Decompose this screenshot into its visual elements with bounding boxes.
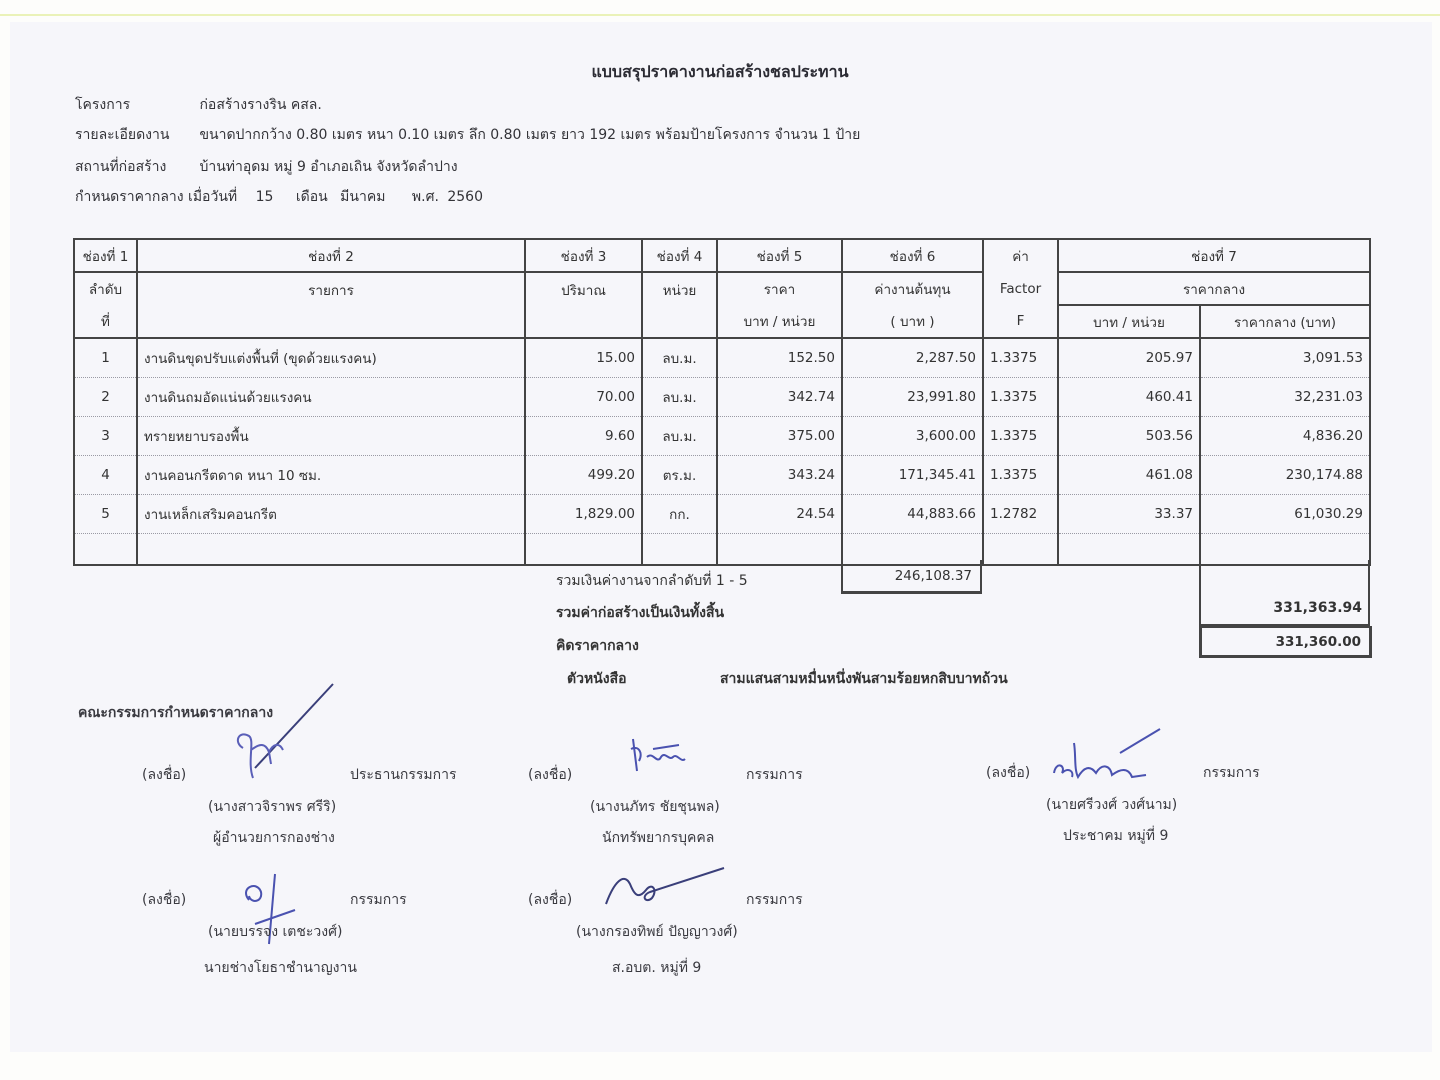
row-price: 343.24 <box>717 456 842 495</box>
member-name: (นางสาวจิราพร ศรีริ) <box>208 799 337 815</box>
row-unit-mid: 461.08 <box>1058 456 1200 495</box>
col3-header: ช่องที่ 3 <box>525 239 642 272</box>
sign-prefix: (ลงชื่อ) <box>142 767 187 783</box>
member-position: นักทรัพยากรบุคคล <box>602 830 715 846</box>
price-header: ราคา <box>717 272 842 305</box>
date-line <box>75 186 483 208</box>
row-cost: 44,883.66 <box>842 495 983 534</box>
table-row <box>74 378 1370 417</box>
row-cost: 171,345.41 <box>842 456 983 495</box>
row-unit: ลบ.ม. <box>642 378 717 417</box>
row-qty: 1,829.00 <box>525 495 642 534</box>
row-qty: 15.00 <box>525 338 642 378</box>
date-year: 2560 <box>447 189 483 205</box>
signature-icon <box>625 735 695 780</box>
detail-value: ขนาดปากกว้าง 0.80 เมตร หนา 0.10 เมตร ลึก 0.80 เมตร ยาว 192 เมตร พร้อมป้ายโครงการ จำนวน 1 ป้าย <box>199 127 861 143</box>
factor-header-mid: Factor <box>983 272 1058 305</box>
date-day: 15 <box>255 189 274 205</box>
row-price: 375.00 <box>717 417 842 456</box>
header-row-titles <box>74 272 1370 305</box>
seq-header: ลำดับ <box>74 272 137 305</box>
grand-total-box <box>1199 560 1370 626</box>
row-unit-mid: 205.97 <box>1058 338 1200 378</box>
member-name: (นางนภัทร ชัยชุนพล) <box>590 799 720 815</box>
row-factor: 1.3375 <box>983 456 1058 495</box>
row-price: 24.54 <box>717 495 842 534</box>
row-item: งานเหล็กเสริมคอนกรีต <box>137 495 525 534</box>
row-qty: 499.20 <box>525 456 642 495</box>
cost-header: ค่างานต้นทุน <box>842 272 983 305</box>
sign-prefix: (ลงชื่อ) <box>528 892 573 908</box>
subtotal-value: 246,108.37 <box>841 560 982 594</box>
row-total-mid: 230,174.88 <box>1200 456 1370 495</box>
row-qty: 70.00 <box>525 378 642 417</box>
row-no: 5 <box>74 495 137 534</box>
row-cost: 2,287.50 <box>842 338 983 378</box>
row-item: งานคอนกรีตดาด หนา 10 ซม. <box>137 456 525 495</box>
empty-cell <box>74 534 137 566</box>
factor-header-top: ค่า <box>983 239 1058 272</box>
sign-prefix: (ลงชื่อ) <box>986 765 1031 781</box>
member-name: (นายบรรจง เตชะวงศ์) <box>208 924 343 940</box>
member-name: (นายศรีวงศ์ วงศ์นาม) <box>1046 797 1178 813</box>
table-row <box>74 456 1370 495</box>
row-unit-mid: 460.41 <box>1058 378 1200 417</box>
signature-icon <box>600 860 730 910</box>
row-factor: 1.3375 <box>983 378 1058 417</box>
document-title: แบบสรุปราคางานก่อสร้างชลประทาน <box>591 62 849 81</box>
row-factor: 1.3375 <box>983 338 1058 378</box>
col2-header: ช่องที่ 2 <box>137 239 525 272</box>
row-total-mid: 32,231.03 <box>1200 378 1370 417</box>
signature-icon <box>1050 725 1165 785</box>
sign-prefix: (ลงชื่อ) <box>142 892 187 908</box>
col5-header: ช่องที่ 5 <box>717 239 842 272</box>
price-summary-table <box>73 238 1371 566</box>
member-position: ผู้อำนวยการกองช่าง <box>213 830 335 846</box>
empty-cell <box>1058 534 1200 566</box>
grand-total-label: รวมค่าก่อสร้างเป็นเงินทั้งสิ้น <box>556 605 725 621</box>
table-row-empty <box>74 534 1370 566</box>
row-total-mid: 4,836.20 <box>1200 417 1370 456</box>
member-position: นายช่างโยธาชำนาญงาน <box>204 960 357 976</box>
row-no: 4 <box>74 456 137 495</box>
median-price-header: ราคากลาง <box>1058 272 1370 305</box>
member-position: ประชาคม หมู่ที่ 9 <box>1063 828 1169 844</box>
median-price-value: 331,360.00 <box>1199 626 1372 658</box>
row-unit-mid: 503.56 <box>1058 417 1200 456</box>
item-header: รายการ <box>137 272 525 338</box>
table-row <box>74 338 1370 378</box>
project-value: ก่อสร้างรางริน คสล. <box>199 97 322 113</box>
member-role: กรรมการ <box>746 892 803 908</box>
row-no: 1 <box>74 338 137 378</box>
row-price: 152.50 <box>717 338 842 378</box>
in-words-label: ตัวหนังสือ <box>567 671 627 687</box>
row-item: ทรายหยาบรองพื้น <box>137 417 525 456</box>
col6-header: ช่องที่ 6 <box>842 239 983 272</box>
row-total-mid: 61,030.29 <box>1200 495 1370 534</box>
subtotal-label: รวมเงินค่างานจากลำดับที่ 1 - 5 <box>556 573 748 589</box>
row-price: 342.74 <box>717 378 842 417</box>
member-role: กรรมการ <box>350 892 407 908</box>
row-unit: กก. <box>642 495 717 534</box>
col1-header: ช่องที่ 1 <box>74 239 137 272</box>
location-line <box>75 156 458 178</box>
member-position: ส.อบต. หมู่ที่ 9 <box>612 960 702 976</box>
empty-cell <box>983 534 1058 566</box>
header-row-columns <box>74 239 1370 272</box>
row-unit: ลบ.ม. <box>642 417 717 456</box>
project-line <box>75 94 322 116</box>
row-unit: ตร.ม. <box>642 456 717 495</box>
detail-label: รายละเอียดงาน <box>75 127 170 143</box>
median-total-header: ราคากลาง (บาท) <box>1200 305 1370 338</box>
grand-total-value: 331,363.94 <box>1273 600 1362 616</box>
price-unit-header: บาท / หน่วย <box>717 305 842 338</box>
col7-header: ช่องที่ 7 <box>1058 239 1370 272</box>
empty-cell <box>642 534 717 566</box>
row-cost: 3,600.00 <box>842 417 983 456</box>
in-words-value: สามแสนสามหมื่นหนึ่งพันสามร้อยหกสิบบาทถ้วน <box>720 671 1008 687</box>
unit-header: หน่วย <box>642 272 717 338</box>
median-price-label: คิดราคากลาง <box>556 638 639 654</box>
table-row <box>74 495 1370 534</box>
date-year-label: พ.ศ. <box>411 189 439 205</box>
row-item: งานดินถมอัดแน่นด้วยแรงคน <box>137 378 525 417</box>
row-unit: ลบ.ม. <box>642 338 717 378</box>
table-row <box>74 417 1370 456</box>
quantity-header: ปริมาณ <box>525 272 642 338</box>
row-qty: 9.60 <box>525 417 642 456</box>
factor-header-bot: F <box>983 305 1058 338</box>
empty-cell <box>137 534 525 566</box>
row-factor: 1.3375 <box>983 417 1058 456</box>
empty-cell <box>717 534 842 566</box>
date-month: มีนาคม <box>340 189 386 205</box>
row-total-mid: 3,091.53 <box>1200 338 1370 378</box>
member-role: กรรมการ <box>1203 765 1260 781</box>
row-no: 3 <box>74 417 137 456</box>
row-unit-mid: 33.37 <box>1058 495 1200 534</box>
row-factor: 1.2782 <box>983 495 1058 534</box>
detail-line <box>75 124 860 146</box>
location-value: บ้านท่าอุดม หมู่ 9 อำเภอเถิน จังหวัดลำปาง <box>199 159 458 175</box>
project-label: โครงการ <box>75 97 131 113</box>
row-cost: 23,991.80 <box>842 378 983 417</box>
top-rule <box>0 14 1440 16</box>
date-month-label: เดือน <box>295 189 328 205</box>
location-label: สถานที่ก่อสร้าง <box>75 159 167 175</box>
committee-heading: คณะกรรมการกำหนดราคากลาง <box>78 705 274 721</box>
empty-cell <box>525 534 642 566</box>
member-role: ประธานกรรมการ <box>350 767 457 783</box>
member-name: (นางกรองทิพย์ ปัญญาวงศ์) <box>576 924 738 940</box>
seq-header-2: ที่ <box>74 305 137 338</box>
date-label: กำหนดราคากลาง เมื่อวันที่ <box>75 189 238 205</box>
sign-prefix: (ลงชื่อ) <box>528 767 573 783</box>
median-unit-header: บาท / หน่วย <box>1058 305 1200 338</box>
cost-unit-header: ( บาท ) <box>842 305 983 338</box>
row-item: งานดินขุดปรับแต่งพื้นที่ (ขุดด้วยแรงคน) <box>137 338 525 378</box>
col4-header: ช่องที่ 4 <box>642 239 717 272</box>
member-role: กรรมการ <box>746 767 803 783</box>
row-no: 2 <box>74 378 137 417</box>
signature-icon <box>225 680 345 780</box>
